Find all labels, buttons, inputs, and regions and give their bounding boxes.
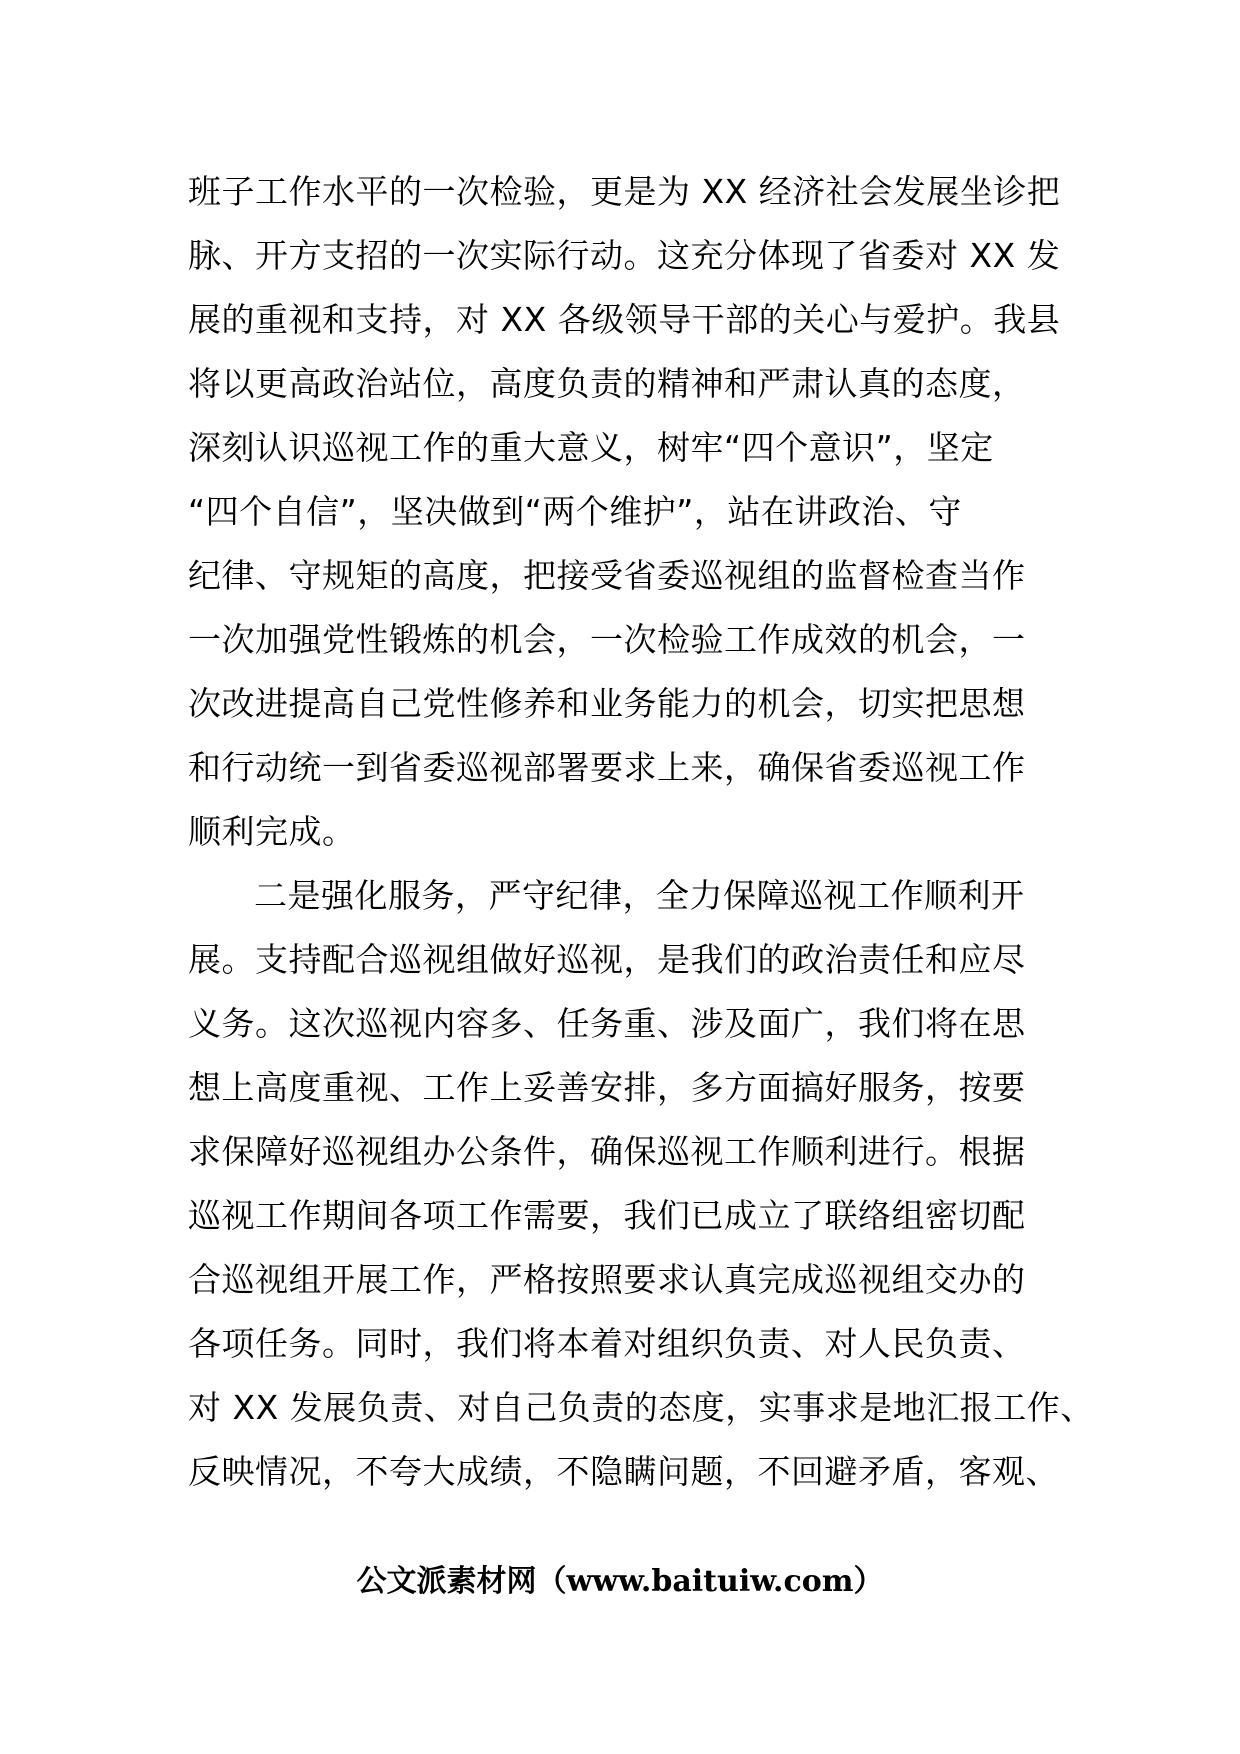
- text-line: 纪律、守规矩的高度，把接受省委巡视组的监督检查当作: [188, 556, 1026, 595]
- page-footer: 公文派素材网（www.baituiw.com）: [356, 1564, 884, 1599]
- text-line: 求保障好巡视组办公条件，确保巡视工作顺利进行。根据: [188, 1132, 1026, 1171]
- text-line: 展的重视和支持，对 XX 各级领导干部的关心与爱护。我县: [188, 300, 1061, 339]
- paragraph-start-line: 二是强化服务，严守纪律，全力保障巡视工作顺利开: [254, 876, 1025, 915]
- text-line: 想上高度重视、工作上妥善安排，多方面搞好服务，按要: [188, 1068, 1026, 1107]
- text-line: 各项任务。同时，我们将本着对组织负责、对人民负责、: [188, 1324, 1026, 1363]
- document-body: [188, 160, 1094, 1504]
- text-line: 将以更高政治站位，高度负责的精神和严肃认真的态度，: [188, 364, 1026, 403]
- text-line: 脉、开方支招的一次实际行动。这充分体现了省委对 XX 发: [188, 236, 1061, 275]
- text-line: 一次加强党性锻炼的机会，一次检验工作成效的机会，一: [188, 620, 1026, 659]
- text-line: 深刻认识巡视工作的重大意义，树牢“四个意识”，坚定: [188, 428, 994, 467]
- text-line: “四个自信”，坚决做到“两个维护”，站在讲政治、守: [188, 492, 962, 531]
- text-line: 顺利完成。: [188, 812, 356, 851]
- text-line: 和行动统一到省委巡视部署要求上来，确保省委巡视工作: [188, 748, 1026, 787]
- text-line: 义务。这次巡视内容多、任务重、涉及面广，我们将在思: [188, 1004, 1026, 1043]
- text-line: 巡视工作期间各项工作需要，我们已成立了联络组密切配: [188, 1196, 1026, 1235]
- text-line: 展。支持配合巡视组做好巡视，是我们的政治责任和应尽: [188, 940, 1026, 979]
- text-line: 班子工作水平的一次检验，更是为 XX 经济社会发展坐诊把: [188, 172, 1061, 211]
- text-line: 次改进提高自己党性修养和业务能力的机会，切实把思想: [188, 684, 1026, 723]
- text-line: 反映情况，不夸大成绩，不隐瞒问题，不回避矛盾，客观、: [188, 1452, 1059, 1491]
- text-line: 对 XX 发展负责、对自己负责的态度，实事求是地汇报工作、: [188, 1388, 1094, 1427]
- text-line: 合巡视组开展工作，严格按照要求认真完成巡视组交办的: [188, 1260, 1026, 1299]
